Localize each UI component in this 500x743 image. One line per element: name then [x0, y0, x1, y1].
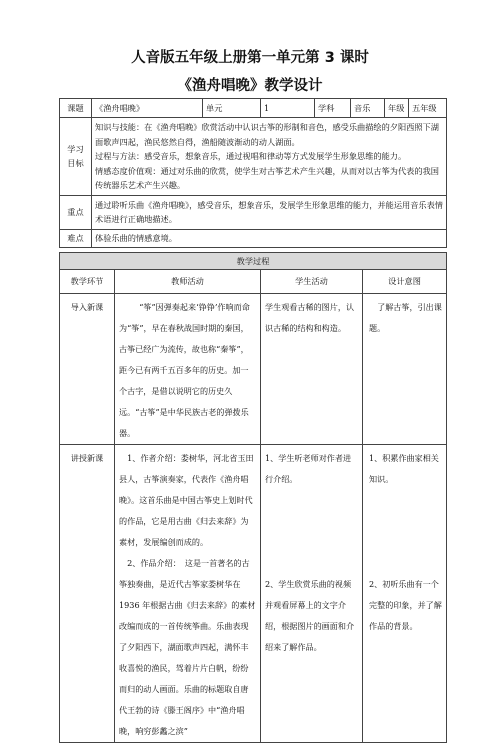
teaching-process-table [59, 252, 447, 743]
subject-label: 学科 [315, 99, 351, 118]
topic-value: 《渔舟唱晚》 [92, 99, 203, 118]
difficulty-text: 体验乐曲的情感意境。 [92, 229, 447, 247]
col-teacher: 教师活动 [115, 270, 261, 294]
table-row [60, 294, 447, 445]
student-activity: 学生观看古稀的图片，认识古稀的结构和构造。 [261, 294, 363, 445]
teacher-activity [115, 445, 261, 743]
goal-attitude: 情感态度价值观：通过对乐曲的欣赏，使学生对古筝艺术产生兴趣，从而对以古筝为代表的我国传统器乐艺术产生兴趣。 [95, 165, 439, 190]
difficulty-row [60, 229, 447, 247]
page-title: 人音版五年级上册第一单元第 3 课时 [131, 50, 369, 66]
key-point-label: 重点 [60, 195, 92, 229]
process-header-row [60, 253, 447, 270]
unit-value: 1 [261, 99, 315, 118]
goal-process: 过程与方法：感受音乐，想象音乐，通过视唱和律动等方式发展学生形象思维的能力。 [95, 151, 407, 161]
student-step: 2、学生欣赏乐曲的视频并观看屏幕上的文字介绍，根据图片的画面和介绍来了解作品。 [265, 579, 355, 652]
topic-label: 课题 [60, 99, 92, 118]
design-intent: 了解古筝，引出课题。 [363, 294, 447, 445]
stage-cell: 导入新课 [60, 294, 115, 445]
teacher-step: 1、作者介绍：娄树华，河北省玉田县人，古筝演奏家，代表作《渔舟唱晚》。这首乐曲是中国古筝史上划时代的作品，它是用古曲《归去来辞》为素材，发展编创而成的。 [119, 453, 254, 547]
unit-label: 单元 [203, 99, 261, 118]
student-activity [261, 445, 363, 743]
goal-knowledge: 知识与技能：在《渔舟唱晚》欣赏活动中认识古筝的形制和音色，感受乐曲描绘的夕阳西照下湖面歌声四起，渔民悠然自得，渔船随波渐动的动人湖面。 [95, 122, 439, 147]
subject-value: 音乐 [351, 99, 385, 118]
col-intent: 设计意图 [363, 270, 447, 294]
goals-label: 学习 目标 [60, 118, 92, 196]
table-row [60, 445, 447, 743]
teacher-step: 2、作品介绍： 这是一首著名的古筝独奏曲，是近代古筝家娄树华在 1936 年根据古曲《归去来辞》的素材改编而成的一首传统筝曲。乐曲表现了夕阳西下，湖面歌声四起，满怀丰收喜悦的渔民，驾着片片白帆，纷纷而归的动人画面。乐曲的标题取自唐代王勃的诗《滕王阁序》中“渔舟唱晚，响穷彭蠡之滨” [119, 558, 256, 736]
teacher-activity: “筝”因弹奏起来‘铮铮’作响而命为“筝”，早在春秋战国时期的秦国，古筝已经广为流传，故也称“秦筝”，距今已有两千五百多年的历史。加一个古字，是借以说明它的历史久远。“古筝”是中华民族古老的弹拨乐器。 [115, 294, 261, 445]
page-subtitle: 《渔舟唱晚》教学设计 [177, 78, 323, 94]
key-point-row [60, 195, 447, 229]
student-step: 1、学生听老师对作者进行介绍。 [265, 453, 352, 484]
goals-row [60, 118, 447, 196]
lesson-info-table [59, 98, 447, 248]
process-header: 教学过程 [60, 253, 447, 270]
intent-step: 1、积累作曲家相关知识。 [369, 453, 439, 484]
difficulty-label: 难点 [60, 229, 92, 247]
intent-step: 2、初听乐曲有一个完整的印象，并了解作品的背景。 [369, 579, 442, 631]
grade-label: 年级 [385, 99, 409, 118]
goals-content [92, 118, 447, 196]
grade-value: 五年级 [409, 99, 447, 118]
col-stage: 教学环节 [60, 270, 115, 294]
col-student: 学生活动 [261, 270, 363, 294]
process-column-headers [60, 270, 447, 294]
stage-cell: 讲授新课 [60, 445, 115, 743]
key-point-text: 通过聆听乐曲《渔舟唱晚》，感受音乐，想象音乐，发展学生形象思维的能力，并能运用音乐表情术语进行正确地描述。 [92, 195, 447, 229]
info-row [60, 99, 447, 118]
design-intent [363, 445, 447, 743]
